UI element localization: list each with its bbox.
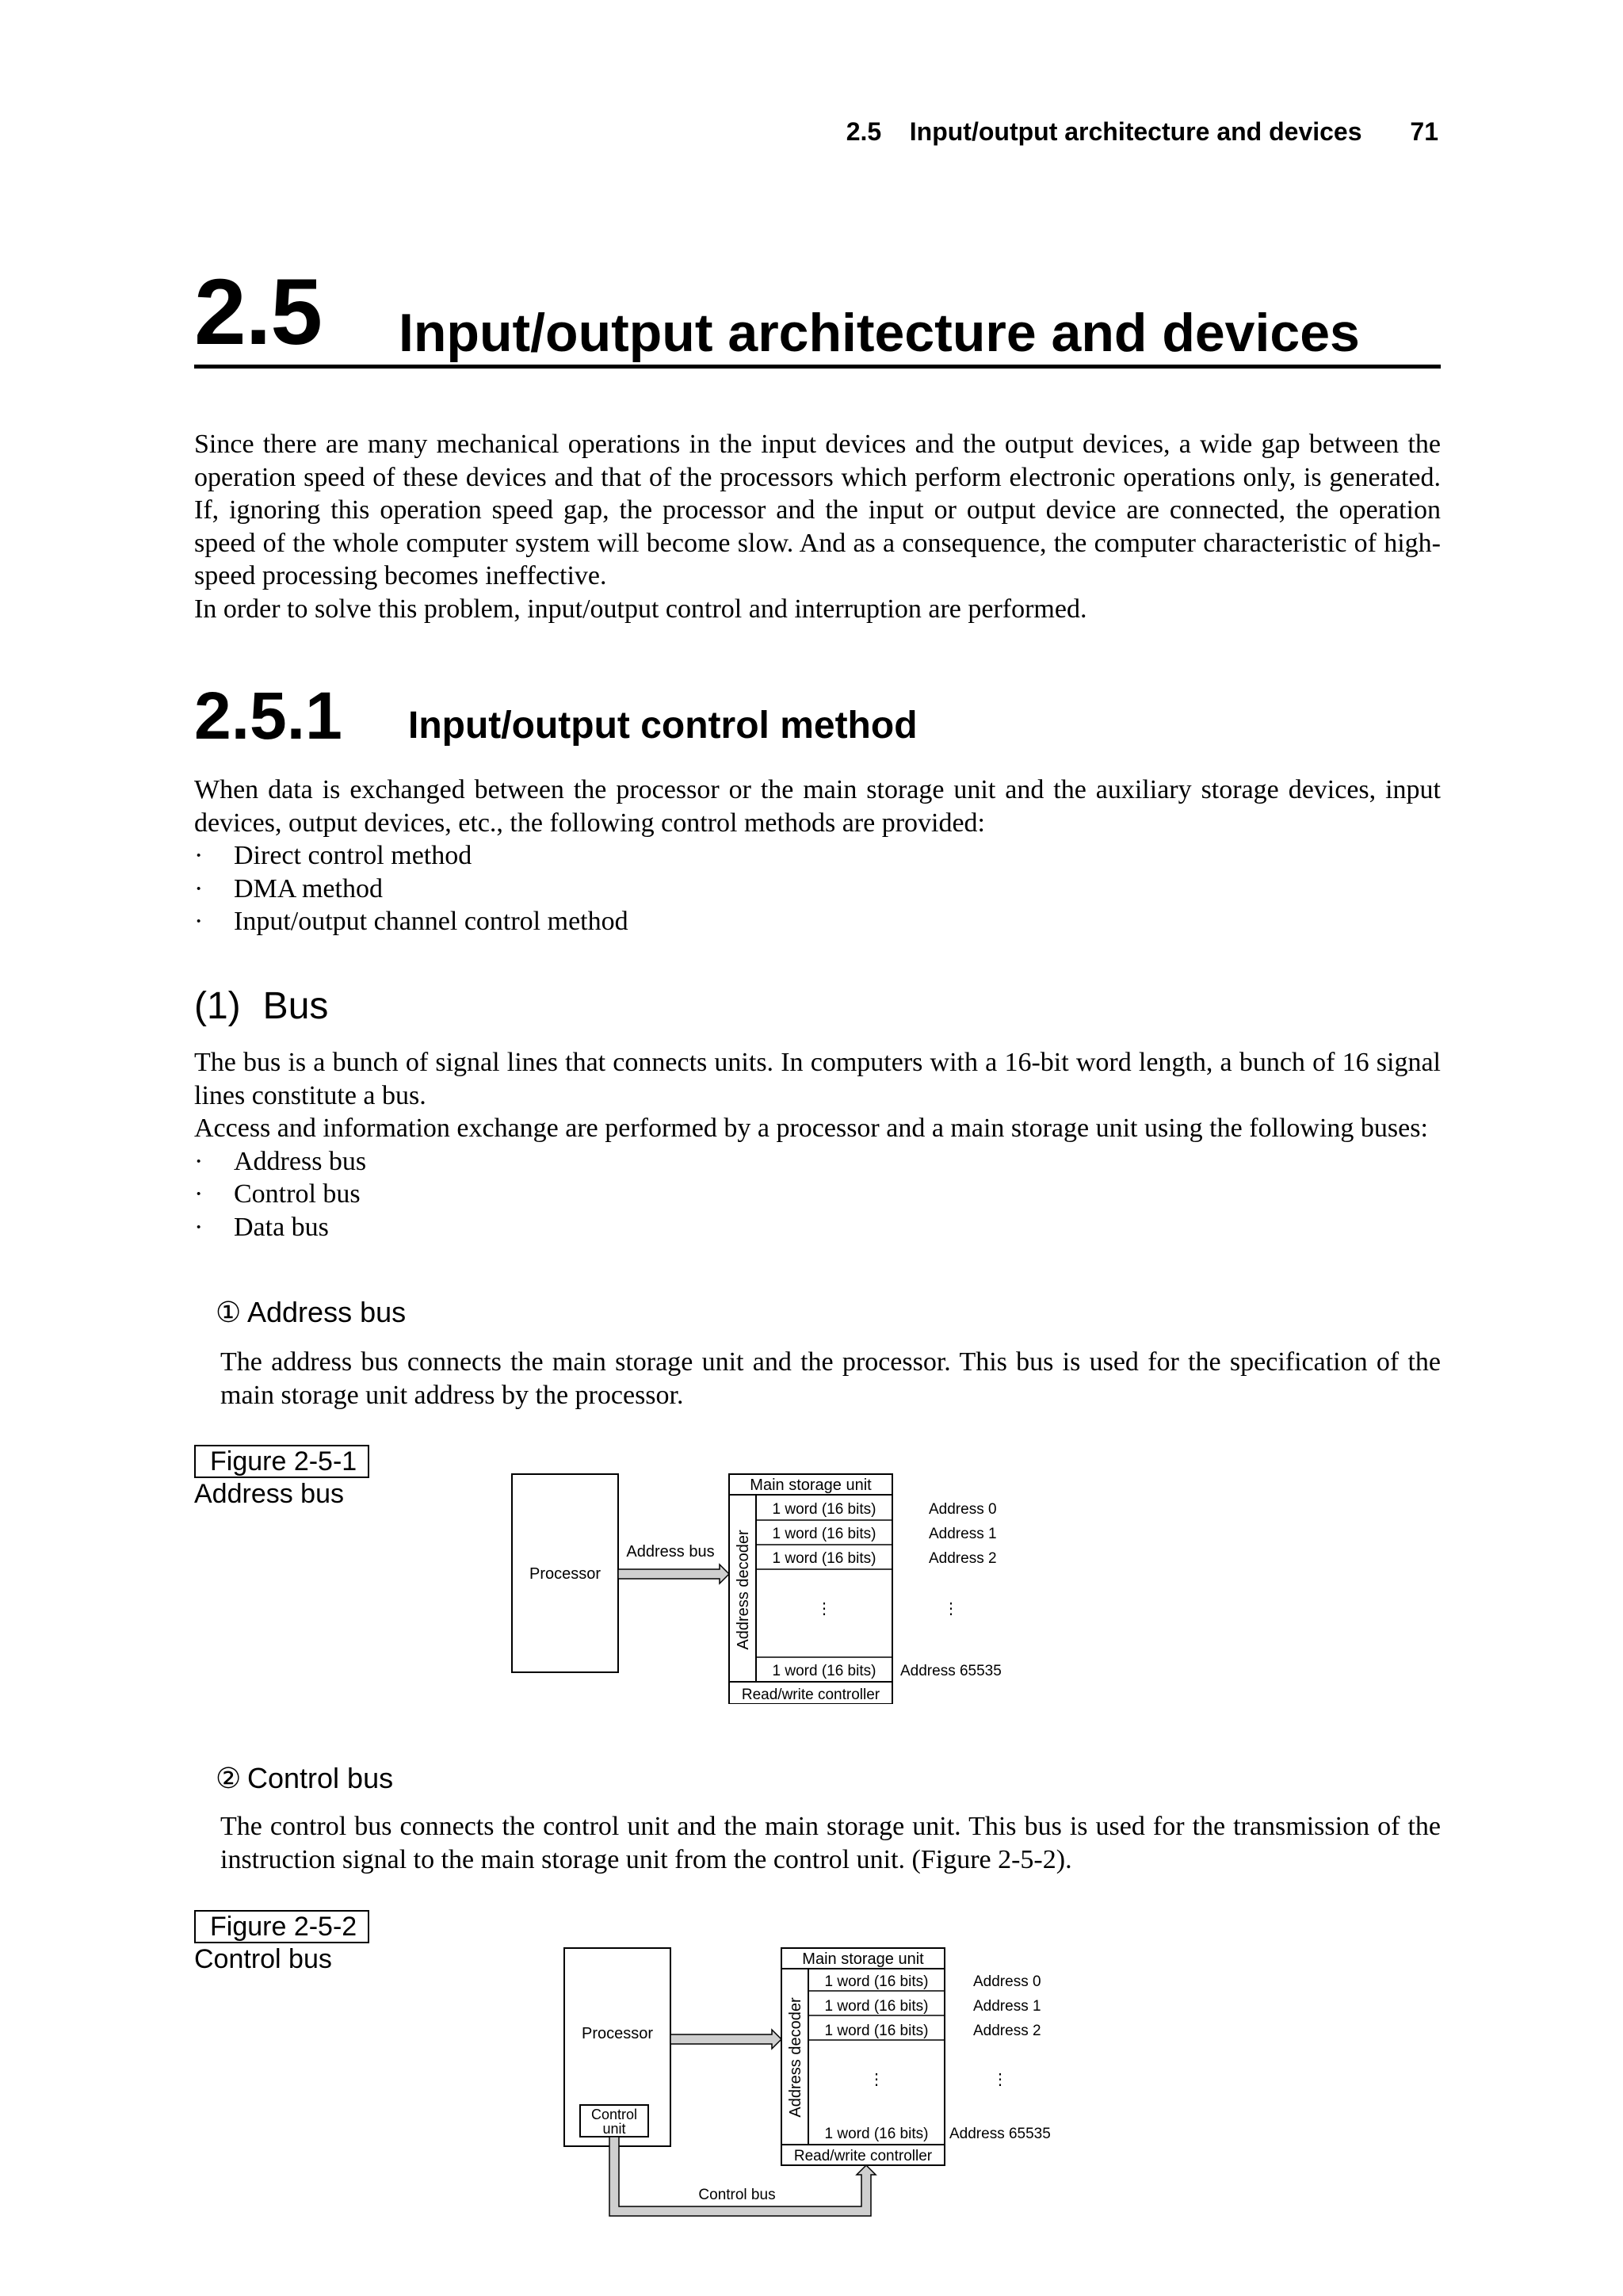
address-label: Address 65535	[900, 1663, 1002, 1679]
address-bus-arrow	[670, 2030, 781, 2049]
address-label: Address 0	[973, 1973, 1041, 1990]
section-number: 2.5	[194, 260, 323, 365]
ellipsis: ⋮	[992, 2071, 1008, 2088]
word-cell: 1 word (16 bits)	[772, 1501, 876, 1518]
address-decoder-label: Address decoder	[735, 1530, 752, 1650]
control-bus-text: The control bus connects the control unit and the main storage unit. This bus is used for the transmission of the instruction signal to the main storage unit from the control unit. (Figure 2-5-2).	[220, 1812, 1441, 1874]
address-bus-heading-label: Address bus	[247, 1296, 407, 1328]
circled-one-marker: ①	[216, 1296, 242, 1328]
bus-arrow	[618, 1564, 729, 1584]
word-cell: 1 word (16 bits)	[772, 1526, 876, 1542]
address-label: Address 1	[929, 1526, 997, 1542]
bullet: ·	[194, 1179, 204, 1209]
running-header-section: 2.5	[846, 117, 882, 146]
processor-label: Processor	[529, 1565, 601, 1583]
figure-id-box: Figure 2-5-2	[194, 1910, 369, 1943]
ellipsis: ⋮	[816, 1600, 832, 1618]
list-item: · Control bus	[194, 1178, 1441, 1211]
method-list	[194, 839, 1441, 938]
section-title: Input/output architecture and devices	[399, 303, 1360, 363]
word-cell: 1 word (16 bits)	[824, 1973, 929, 1990]
word-cell: 1 word (16 bits)	[772, 1663, 876, 1679]
word-cell: 1 word (16 bits)	[772, 1550, 876, 1567]
word-cell: 1 word (16 bits)	[824, 1998, 929, 2015]
bus-paragraph: Access and information exchange are performed by a processor and a main storage unit using the following buses:	[194, 1114, 1428, 1143]
word-cell: 1 word (16 bits)	[824, 2023, 929, 2039]
running-header-title: Input/output architecture and devices	[909, 117, 1362, 146]
storage-title: Main storage unit	[802, 1950, 924, 1968]
figure-id-box: Figure 2-5-1	[194, 1445, 369, 1478]
address-label: Address 65535	[949, 2126, 1051, 2142]
bullet: ·	[194, 841, 204, 870]
bullet: ·	[194, 907, 204, 936]
ellipsis: ⋮	[943, 1600, 959, 1618]
list-item: · Address bus	[194, 1145, 1441, 1179]
circled-two-marker: ②	[216, 1762, 242, 1794]
list-item: · Input/output channel control method	[194, 905, 1441, 938]
control-bus-diagram	[559, 1942, 1067, 2227]
intro-paragraph: In order to solve this problem, input/output control and interruption are performed.	[194, 594, 1087, 624]
bullet: ·	[194, 1146, 204, 1176]
control-bus-heading-label: Control bus	[247, 1762, 394, 1794]
intro-text	[194, 428, 1441, 625]
bus-heading-label: Bus	[262, 985, 329, 1027]
subsection-heading	[194, 680, 1441, 751]
control-bus-label: Control bus	[698, 2187, 776, 2203]
page-number: 71	[1410, 117, 1438, 146]
bullet: ·	[194, 873, 204, 904]
word-cell: 1 word (16 bits)	[824, 2126, 929, 2142]
address-bus-text: The address bus connects the main storage unit and the processor. This bus is used for the specification of the main storage unit address by the processor.	[220, 1347, 1441, 1410]
address-decoder-label: Address decoder	[787, 1997, 804, 2118]
intro-paragraph: Since there are many mechanical operations in the input devices and the output devices, a wide gap between the operation speed of these devices and that of the processors which perform electronic operations only, is generated. If, ignoring this operation speed gap, the processor and the input or output device are connected, the operation speed of the whole computer system will become slow. And as a consequence, the computer characteristic of high-speed processing becomes ineffective.	[194, 430, 1441, 590]
address-label: Address 0	[929, 1501, 997, 1518]
section-heading	[194, 260, 1441, 369]
list-item: · Data bus	[194, 1211, 1441, 1244]
running-header	[846, 117, 1438, 147]
subsection-text: When data is exchanged between the processor or the main storage unit and the auxiliary storage devices, input devices, output devices, etc., the following control methods are provided:	[194, 775, 1441, 838]
bus-paragraph: The bus is a bunch of signal lines that connects units. In computers with a 16-bit word length, a bunch of 16 signal lines constitute a bus.	[194, 1048, 1441, 1110]
subsection-body	[194, 774, 1441, 938]
list-item: · DMA method	[194, 873, 1441, 906]
address-bus-diagram	[507, 1466, 1030, 1704]
bus-label: Address bus	[626, 1543, 715, 1561]
control-unit-label: unit	[602, 2121, 626, 2137]
ellipsis: ⋮	[869, 2071, 884, 2088]
address-label: Address 2	[929, 1550, 997, 1567]
subsection-title: Input/output control method	[408, 705, 918, 747]
processor-label: Processor	[581, 2025, 654, 2042]
storage-title: Main storage unit	[750, 1477, 872, 1494]
subsection-number: 2.5.1	[194, 678, 342, 753]
list-item: · Direct control method	[194, 839, 1441, 873]
address-label: Address 2	[973, 2023, 1041, 2039]
read-write-controller-label: Read/write controller	[793, 2148, 933, 2164]
figure-caption: Control bus	[194, 1944, 332, 1974]
bus-heading	[194, 984, 328, 1029]
figure-caption: Address bus	[194, 1479, 344, 1509]
read-write-controller-label: Read/write controller	[741, 1687, 880, 1703]
control-unit-label: Control	[590, 2107, 638, 2122]
address-bus-heading	[216, 1295, 406, 1330]
bus-list	[194, 1145, 1441, 1244]
bullet: ·	[194, 1212, 204, 1242]
bus-heading-number: (1)	[194, 985, 241, 1027]
figure-2-5-2-label	[194, 1910, 369, 1975]
bus-body	[194, 1046, 1441, 1244]
figure-2-5-1-label	[194, 1445, 369, 1510]
control-bus-heading	[216, 1761, 393, 1796]
address-label: Address 1	[973, 1998, 1041, 2015]
